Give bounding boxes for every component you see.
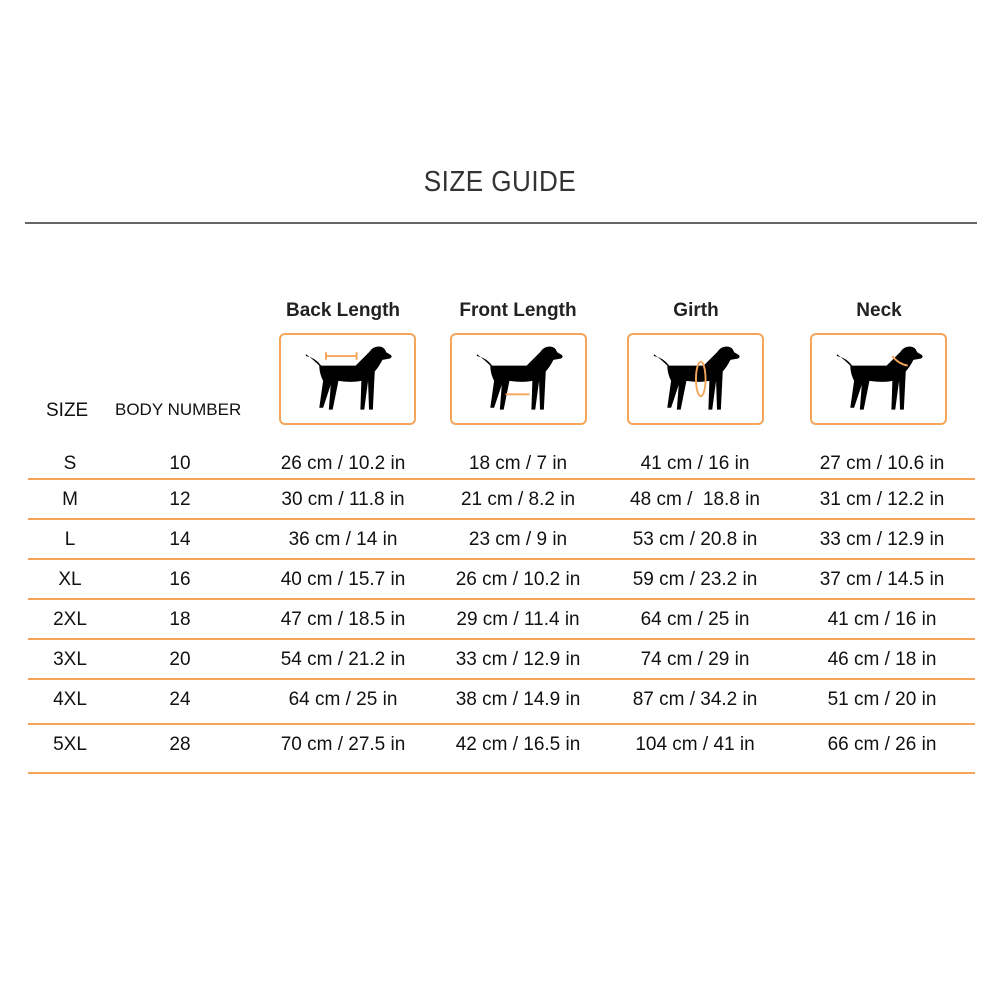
title-divider — [25, 222, 977, 224]
back-length-cell: 64 cm / 25 in — [288, 689, 398, 710]
neck-cell: 31 cm / 12.2 in — [819, 489, 945, 510]
girth-cell: 59 cm / 23.2 in — [632, 569, 758, 590]
neck-cell: 51 cm / 20 in — [827, 689, 937, 710]
size-cell: 3XL — [53, 649, 87, 670]
row-divider — [28, 478, 975, 480]
neck-cell: 41 cm / 16 in — [827, 609, 937, 630]
body-number-cell: 12 — [169, 489, 191, 510]
girth-cell: 48 cm / 18.8 in — [630, 489, 760, 510]
table-row — [0, 529, 1000, 559]
dog-back-length-icon — [279, 333, 416, 425]
neck-cell: 33 cm / 12.9 in — [819, 529, 945, 550]
row-divider — [28, 598, 975, 600]
front-length-cell: 26 cm / 10.2 in — [455, 569, 581, 590]
neck-cell: 46 cm / 18 in — [827, 649, 937, 670]
size-column-label: SIZE — [46, 400, 89, 421]
back-length-cell: 26 cm / 10.2 in — [280, 453, 406, 474]
body-number-cell: 16 — [169, 569, 191, 590]
header-girth: Girth — [673, 300, 719, 321]
body-number-column-label: BODY NUMBER — [115, 400, 242, 419]
row-divider — [28, 638, 975, 640]
size-cell: 2XL — [53, 609, 87, 630]
girth-cell: 64 cm / 25 in — [640, 609, 750, 630]
row-divider — [28, 723, 975, 725]
table-row — [0, 489, 1000, 519]
size-cell: XL — [58, 569, 82, 590]
body-number-cell: 28 — [169, 734, 191, 755]
header-front-length: Front Length — [459, 300, 577, 321]
neck-cell: 27 cm / 10.6 in — [819, 453, 945, 474]
table-row — [0, 649, 1000, 679]
back-length-cell: 36 cm / 14 in — [288, 529, 398, 550]
size-cell: 4XL — [53, 689, 87, 710]
front-length-cell: 23 cm / 9 in — [468, 529, 568, 550]
size-cell: M — [62, 489, 78, 510]
row-divider — [28, 558, 975, 560]
front-length-cell: 33 cm / 12.9 in — [455, 649, 581, 670]
back-length-cell: 30 cm / 11.8 in — [281, 489, 405, 510]
back-length-cell: 54 cm / 21.2 in — [280, 649, 406, 670]
body-number-cell: 24 — [169, 689, 191, 710]
neck-cell: 37 cm / 14.5 in — [819, 569, 945, 590]
front-length-cell: 38 cm / 14.9 in — [455, 689, 581, 710]
girth-cell: 53 cm / 20.8 in — [632, 529, 758, 550]
dog-neck-icon — [810, 333, 947, 425]
row-divider — [28, 772, 975, 774]
neck-cell: 66 cm / 26 in — [827, 734, 937, 755]
row-divider — [28, 678, 975, 680]
body-number-cell: 14 — [169, 529, 191, 550]
dog-girth-icon — [627, 333, 764, 425]
header-back-length: Back Length — [285, 300, 401, 321]
table-row — [0, 734, 1000, 764]
size-cell: S — [63, 453, 77, 474]
girth-cell: 41 cm / 16 in — [640, 453, 750, 474]
girth-cell: 104 cm / 41 in — [635, 734, 755, 755]
back-length-cell: 47 cm / 18.5 in — [280, 609, 406, 630]
body-number-cell: 18 — [169, 609, 191, 630]
girth-cell: 74 cm / 29 in — [640, 649, 750, 670]
page-title: SIZE GUIDE — [423, 166, 577, 198]
girth-cell: 87 cm / 34.2 in — [632, 689, 758, 710]
dog-front-length-icon — [450, 333, 587, 425]
front-length-cell: 21 cm / 8.2 in — [460, 489, 576, 510]
header-neck: Neck — [856, 300, 902, 321]
front-length-cell: 29 cm / 11.4 in — [456, 609, 580, 630]
size-cell: L — [64, 529, 76, 550]
front-length-cell: 42 cm / 16.5 in — [455, 734, 581, 755]
back-length-cell: 40 cm / 15.7 in — [280, 569, 406, 590]
body-number-cell: 20 — [169, 649, 191, 670]
front-length-cell: 18 cm / 7 in — [468, 453, 568, 474]
table-row — [0, 569, 1000, 599]
body-number-cell: 10 — [169, 453, 191, 474]
back-length-cell: 70 cm / 27.5 in — [280, 734, 406, 755]
table-row — [0, 689, 1000, 719]
table-row — [0, 609, 1000, 639]
size-cell: 5XL — [53, 734, 87, 755]
row-divider — [28, 518, 975, 520]
